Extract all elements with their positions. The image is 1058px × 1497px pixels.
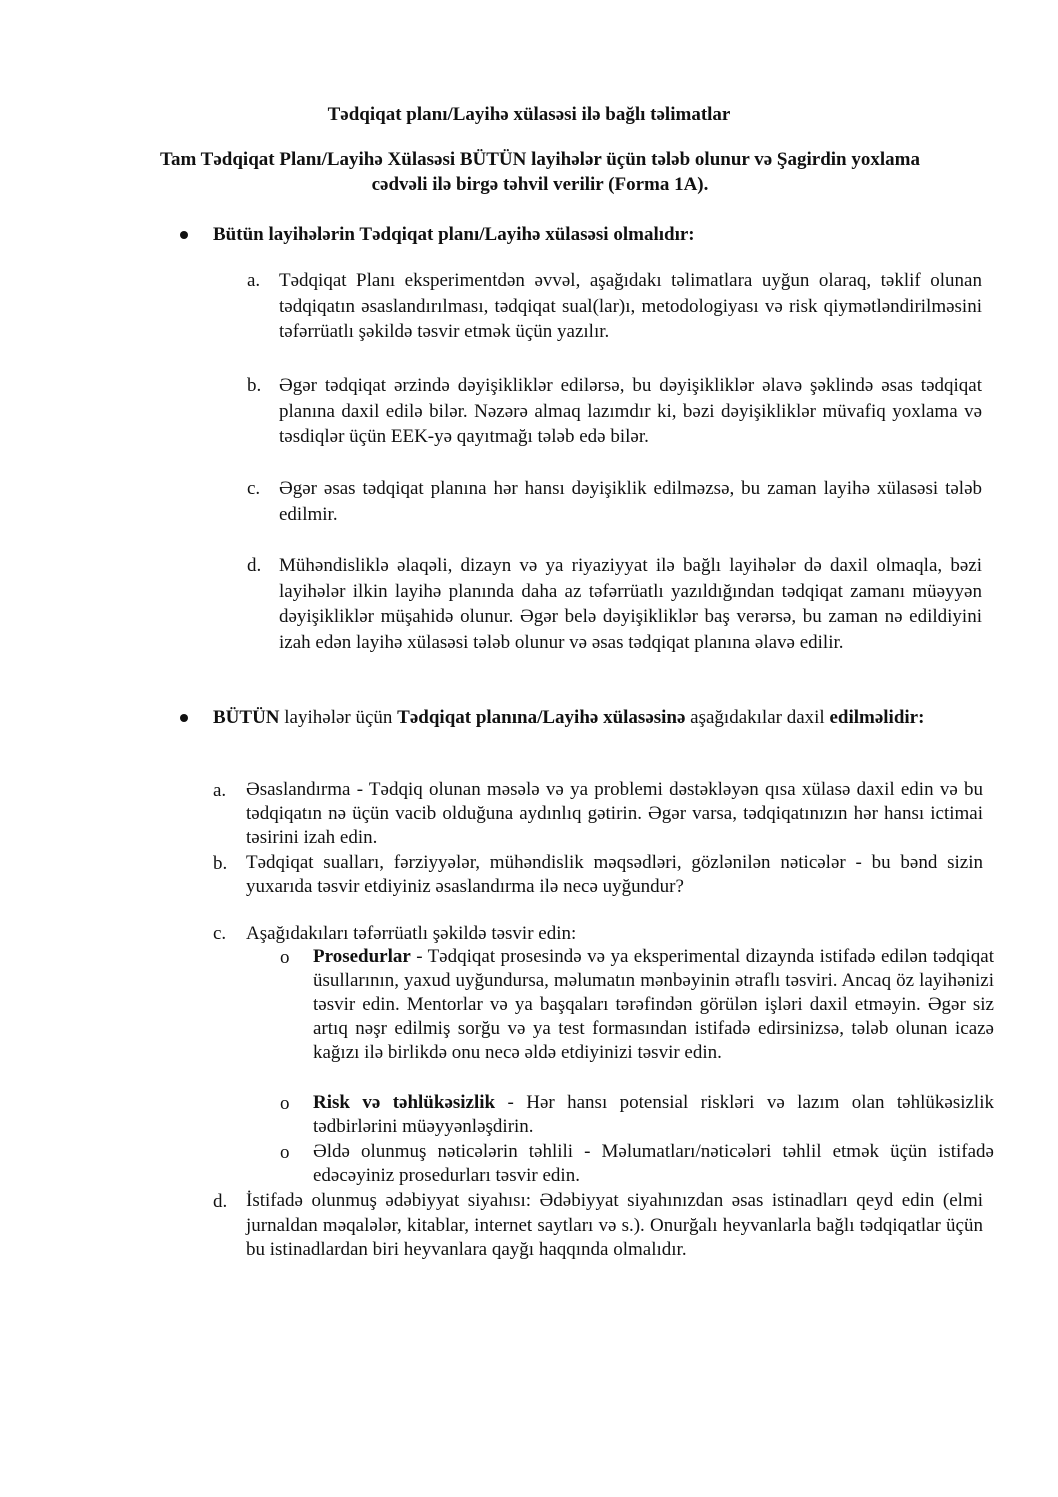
heading-bold: BÜTÜN bbox=[213, 707, 280, 728]
item-label: a. bbox=[247, 270, 261, 291]
item-label: d. bbox=[213, 1191, 228, 1212]
subitem-body: - Tədqiqat prosesində və ya eksperimental dizaynda istifadə edilən tədqiqat üsullarının, yaxud uyğundursa, məlumatın mənbəyinin ətraflı təsviri. Ancaq öz layihənizi təsvir edin. Mentorlar və ya başqaları tərəfindən görülən işləri daxil etməyin. Əgər siz artıq nəşr edilmiş sorğu və ya test formasından istifadə edirsinizsə, tələb olunan icazə kağızı ilə birlikdə onu necə əldə etdiyinizi təsvir edin. bbox=[313, 946, 994, 1063]
heading-text: layihələr üçün bbox=[279, 707, 398, 728]
section2-heading bbox=[213, 705, 983, 730]
subitem-marker: o bbox=[280, 1142, 290, 1163]
bullet-icon bbox=[180, 714, 188, 722]
bullet-icon bbox=[180, 231, 188, 239]
page-title: Tədqiqat planı/Layihə xülasəsi ilə bağlı təlimatlar bbox=[327, 104, 731, 125]
item-text: Əsaslandırma - Tədqiq olunan məsələ və ya problemi dəstəkləyən qısa xülasə daxil edin və bu tədqiqatın nə üçün vacib olduğuna aydınlıq gətirin. Əgər varsa, tədqiqatınızın hər hansı ictimai təsirini izah edin. bbox=[246, 779, 983, 848]
item-label: b. bbox=[213, 853, 228, 874]
item-label: c. bbox=[247, 478, 261, 499]
item-label: b. bbox=[247, 375, 262, 396]
page-subtitle: Tam Tədqiqat Planı/Layihə Xülasəsi BÜTÜN layihələr üçün tələb olunur və Şagirdin yoxlama cədvəli ilə birgə təhvil verilir (Forma 1A). bbox=[160, 149, 920, 195]
subitem-marker: o bbox=[280, 1093, 290, 1114]
item-text: Tədqiqat Planı eksperimentdən əvvəl, aşağıdakı təlimatlara uyğun olaraq, təklif olunan tədqiqatın əsaslandırılması, tədqiqat sual(lar)ı, metodologiyası və risk qiymətləndirilməsini təfərrüatlı şəkildə təsvir etmək üçün yazılır. bbox=[279, 270, 982, 342]
subitem-bold: Risk və təhlükəsizlik bbox=[313, 1092, 496, 1113]
subitem-text bbox=[313, 945, 994, 1065]
item-text: Tədqiqat sualları, fərziyyələr, mühəndislik məqsədləri, gözlənilən nəticələr - bu bənd sizin yuxarıda təsvir etdiyiniz əsaslandırma ilə necə uyğundur? bbox=[246, 852, 983, 897]
item-text: Mühəndisliklə əlaqəli, dizayn və ya riyaziyyat ilə bağlı layihələr də daxil olmaqla, bəzi layihələr ilkin layihə planında daha az təfərrüatlı yazıldığından tədqiqat zamanı müəyyən dəyişikliklər müşahidə olunur. Əgər belə dəyişikliklər baş verərsə, bu zaman nə edildiyini izah edən layihə xülasəsi tələb olunur və əsas tədqiqat planına əlavə edilir. bbox=[279, 555, 982, 653]
item-text: Əgər əsas tədqiqat planına hər hansı dəyişiklik edilməzsə, bu zaman layihə xülasəsi tələb edilmir. bbox=[279, 478, 982, 525]
subitem-marker: o bbox=[280, 947, 290, 968]
subitem-body: - Hər hansı potensial riskləri və lazım olan təhlükəsizlik tədbirlərini müəyyənləşdirin. bbox=[313, 1092, 994, 1137]
item-text: Əgər tədqiqat ərzində dəyişikliklər edilərsə, bu dəyişikliklər əlavə şəklində əsas tədqiqat planına daxil edilə bilər. Nəzərə almaq lazımdır ki, bəzi dəyişikliklər müvafiq yoxlama və təsdiqlər üçün EEK-yə qayıtmağı tələb edə bilər. bbox=[279, 375, 982, 447]
heading-text: aşağıdakılar daxil bbox=[685, 707, 830, 728]
subitem-text bbox=[313, 1140, 994, 1188]
item-label: d. bbox=[247, 555, 262, 576]
subitem-bold: Prosedurlar bbox=[313, 946, 411, 967]
item-label: a. bbox=[213, 780, 227, 801]
subitem-body: Əldə olunmuş nəticələrin təhlili - Məlumatları/nəticələri təhlil etmək üçün istifadə edəcəyiniz prosedurları təsvir edin. bbox=[313, 1141, 994, 1186]
section1-heading: Bütün layihələrin Tədqiqat planı/Layihə xülasəsi olmalıdır: bbox=[213, 224, 695, 245]
subitem-text bbox=[313, 1091, 994, 1139]
heading-bold: Tədqiqat planına/Layihə xülasəsinə bbox=[397, 707, 686, 728]
heading-bold: edilməlidir: bbox=[829, 707, 925, 728]
item-text: İstifadə olunmuş ədəbiyyat siyahısı: Ədəbiyyat siyahınızdan əsas istinadları qeyd edin (elmi jurnaldan məqalələr, kitablar, internet saytları və s.). Onurğalı heyvanlarla bağlı tədqiqatlar üçün bu istinadlardan biri heyvanlara qayğı haqqında olmalıdır. bbox=[246, 1190, 983, 1260]
item-label: c. bbox=[213, 923, 227, 944]
item-text: Aşağıdakıları təfərrüatlı şəkildə təsvir edin: bbox=[246, 923, 577, 944]
